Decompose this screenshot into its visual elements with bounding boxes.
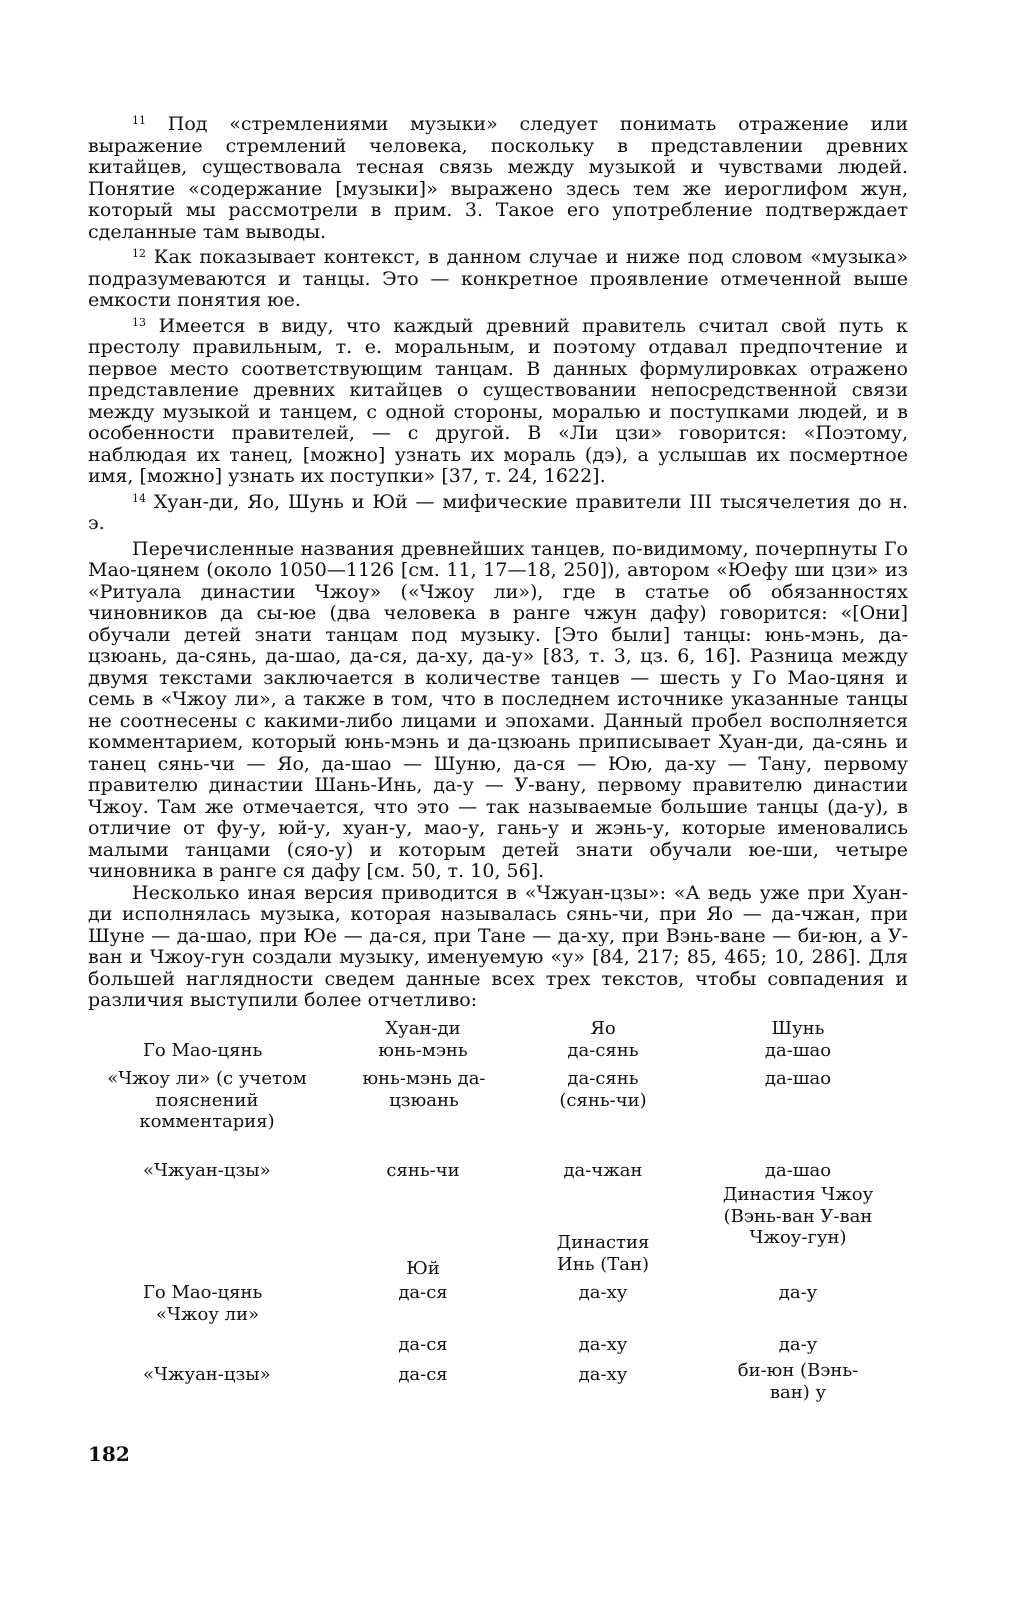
table-header: Яо (590, 1018, 616, 1039)
footnote-text: Хуан-ди, Яо, Шунь и Юй — мифические правители III тысячелетия до н. э. (88, 490, 908, 534)
table-cell: да-сянь (567, 1040, 639, 1061)
table-cell: да-ху (578, 1334, 628, 1355)
table-cell: да-у (778, 1282, 818, 1303)
table-cell: би-юн (Вэнь-ван) у (737, 1360, 859, 1403)
table-cell: да-шао (764, 1040, 832, 1061)
footnote-text: Под «стремлениями музыки» следует понимать отражение или выражение стремлений человека, поскольку в представлении древних китайцев, существовала тесная связь между музыкой и чувствами людей. Понятие «содержание [музыки]» выражено здесь тем же иероглифом жун, который мы рассмотрели в прим. 3. Такое его употребление подтверждает сделанные там выводы. (88, 113, 908, 243)
footnote-text: Имеется в виду, что каждый древний правитель считал свой путь к престолу правильным, т. е. моральным, и поэтому отдавал предпочтение и первое место соответствующим танцам. В данных формулировках отражено представление древних китайцев о существовании непосредственной связи между музыкой и танцем, с одной стороны, моралью и поступками людей, и в особенности правителей, — с другой. В «Ли цзи» говорится: «Поэтому, наблюдая их танец, [можно] узнать их мораль (дэ), а услышав их посмертное имя, [можно] узнать их поступки» [37, т. 24, 1622]. (88, 314, 908, 487)
row-label: Го Мао-цянь (143, 1282, 263, 1303)
table-cell: да-чжан (563, 1160, 643, 1181)
table-header: Юй (406, 1258, 440, 1279)
footnote-12 (88, 243, 908, 312)
table-cell: да-у (778, 1334, 818, 1355)
table-cell: да-ху (578, 1282, 628, 1303)
row-label: «Чжоу ли» (156, 1304, 260, 1325)
table-cell: да-ху (578, 1364, 628, 1385)
table-cell: юнь-мэнь (378, 1040, 468, 1061)
table-header: Династия Чжоу (Вэнь-ван У-ван Чжоу-гун) (722, 1184, 874, 1248)
table-header: Шунь (771, 1018, 825, 1039)
table-header: Династия Инь (Тан) (556, 1232, 650, 1275)
row-label: «Чжуан-цзы» (143, 1160, 271, 1181)
table-cell: да-сянь (сянь-чи) (559, 1068, 647, 1111)
row-label: Го Мао-цянь (143, 1040, 263, 1061)
footnote-number: 11 (132, 114, 146, 127)
table-cell: сянь-чи (386, 1160, 460, 1181)
paragraph: Перечисленные названия древнейших танцев, по-видимому, почерпнуты Го Мао-цянем (около 1050—1126 [см. 11, 17—18, 250]), автором «Юефу ши цзи» из «Ритуала династии Чжоу» («Чжоу ли»), где в статье об обязанностях чиновников да сы-юе (два человека в ранге чжун дафу) говорится: «[Они] обучали детей знати танцам под музыку. [Это были] танцы: юнь-мэнь, да-цзюань, да-сянь, да-шао, да-ся, да-ху, да-у» [83, т. 3, цз. 6, 16]. Разница между двумя текстами заключается в количестве танцев — шесть у Го Мао-цяня и семь в «Чжоу ли», а также в том, что в последнем источнике указанные танцы не соотнесены с какими-либо лицами и эпохами. Данный пробел восполняется комментарием, который юнь-мэнь и да-цзюань приписывает Хуан-ди, да-сянь и танец сянь-чи — Яо, да-шао — Шуню, да-ся — Юю, да-ху — Тану, первому правителю династии Шань-Инь, да-у — У-вану, первому правителю династии Чжоу. Там же отмечается, что это — так называемые большие танцы (да-у), в отличие от фу-у, юй-у, хуан-у, мао-у, гань-у и жэнь-у, которые именовались малыми танцами (сяо-у) и которым детей знати обучали юе-ши, четыре чиновника в ранге ся дафу [см. 50, т. 10, 56]. (88, 537, 908, 882)
paragraph: Несколько иная версия приводится в «Чжуан-цзы»: «А ведь уже при Хуан-ди исполнялась музыка, которая называлась сянь-чи, при Яо — да-чжан, при Шуне — да-шао, при Юе — да-ся, при Тане — да-ху, при Вэнь-ване — би-юн, а У-ван и Чжоу-гун создали музыку, именуемую «у» [84, 217; 85, 465; 10, 286]. Для большей наглядности сведем данные всех трех текстов, чтобы совпадения и различия выступили более отчетливо: (88, 881, 908, 1011)
body-text (88, 110, 908, 1012)
footnote-11 (88, 110, 908, 243)
table-cell: юнь-мэнь да-цзюань (362, 1068, 486, 1111)
table-cell: да-шао (764, 1068, 832, 1089)
table-header: Хуан-ди (385, 1018, 461, 1039)
table-cell: да-шао (764, 1160, 832, 1181)
row-label: «Чжоу ли» (с учетом пояснений комментария) (107, 1068, 307, 1132)
footnote-14 (88, 488, 908, 535)
row-label: «Чжуан-цзы» (143, 1364, 271, 1385)
page-number: 182 (88, 1442, 130, 1466)
table-cell: да-ся (398, 1282, 448, 1303)
footnote-text: Как показывает контекст, в данном случае и ниже под словом «музыка» подразумеваются и танцы. Это — конкретное проявление отмеченной выше емкости понятия юе. (88, 246, 909, 311)
table-cell: да-ся (398, 1334, 448, 1355)
footnote-13 (88, 312, 908, 488)
footnote-number: 14 (132, 491, 146, 505)
footnote-number: 12 (132, 247, 146, 260)
table-cell: да-ся (398, 1364, 448, 1385)
footnote-number: 13 (132, 315, 146, 329)
